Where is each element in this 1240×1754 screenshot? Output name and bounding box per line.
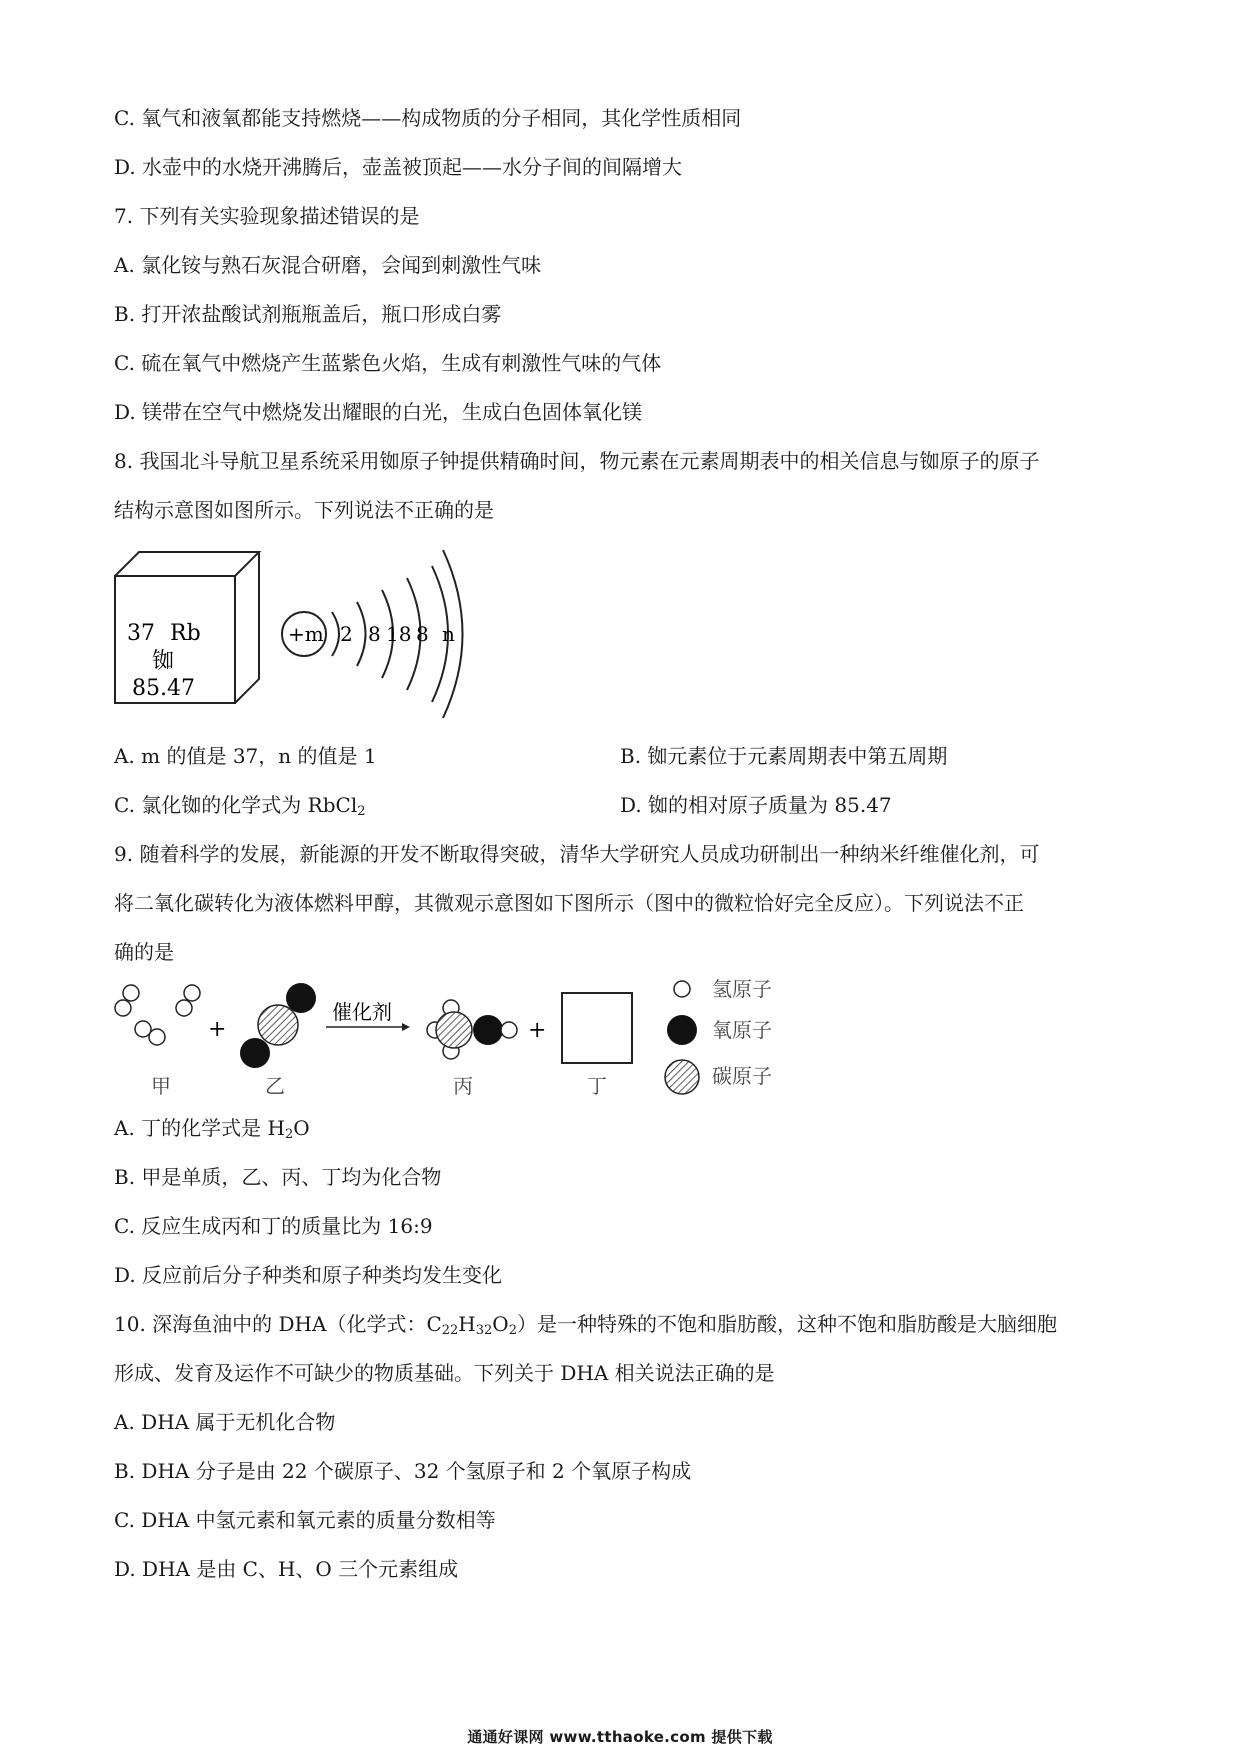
q10-stem-line2: 形成、发育及运作不可缺少的物质基础。下列关于 DHA 相关说法正确的是 — [114, 1361, 775, 1385]
product-bing-methanol-molecule — [427, 1000, 517, 1059]
q9-stem-line3: 确的是 — [114, 940, 174, 964]
plus-sign-1: + — [208, 1017, 227, 1042]
shell-1-count: 2 — [340, 622, 353, 646]
q10-option-c: C. DHA 中氢元素和氧元素的质量分数相等 — [114, 1508, 496, 1532]
shell-5-count: n — [442, 622, 455, 646]
label-yi: 乙 — [265, 1074, 285, 1098]
q6-option-d: D. 水壶中的水烧开沸腾后，壶盖被顶起——水分子间的间隔增大 — [114, 155, 683, 179]
label-bing: 丙 — [453, 1074, 473, 1098]
label-jia: 甲 — [151, 1074, 171, 1098]
element-name: 铷 — [152, 649, 175, 674]
q9-option-c: C. 反应生成丙和丁的质量比为 16:9 — [114, 1214, 433, 1238]
q10-option-a: A. DHA 属于无机化合物 — [114, 1410, 336, 1434]
label-ding: 丁 — [587, 1074, 607, 1098]
nucleus-charge: +m — [288, 622, 324, 646]
q9-option-b: B. 甲是单质，乙、丙、丁均为化合物 — [114, 1165, 442, 1189]
plus-sign-2: + — [528, 1018, 547, 1043]
product-ding-empty-box — [562, 993, 632, 1063]
oxygen-atom-icon — [667, 1015, 697, 1045]
legend-carbon: 碳原子 — [712, 1064, 772, 1088]
catalyst-label: 催化剂 — [332, 1000, 392, 1024]
q10-stem-line1: 10. 深海鱼油中的 DHA（化学式：$C_{22}H_{32}O_2$）是一种特殊的不饱和脂肪酸，这种不饱和脂肪酸是大脑细胞 — [114, 1312, 1057, 1338]
q9-stem-line2: 将二氧化碳转化为液体燃料甲醇，其微观示意图如下图所示（图中的微粒恰好完全反应）。下列说法不正 — [114, 891, 1024, 915]
atomic-mass: 85.47 — [132, 676, 195, 701]
legend-hydrogen: 氢原子 — [712, 977, 772, 1001]
q7-stem: 7. 下列有关实验现象描述错误的是 — [114, 204, 420, 228]
page-footer: 通通好课网 www.tthaoke.com 提供下载 — [467, 1728, 773, 1746]
atomic-number: 37 — [127, 621, 155, 646]
carbon-atom-icon — [665, 1060, 699, 1094]
q8-option-c: C. 氯化铷的化学式为 RbCl$_2$ — [114, 793, 366, 819]
rubidium-figure — [110, 540, 470, 720]
q7-option-b: B. 打开浓盐酸试剂瓶瓶盖后，瓶口形成白雾 — [114, 302, 502, 326]
q7-option-a: A. 氯化铵与熟石灰混合研磨，会闻到刺激性气味 — [114, 253, 542, 277]
q8-stem-line1: 8. 我国北斗导航卫星系统采用铷原子钟提供精确时间，物元素在元素周期表中的相关信息与铷原子的原子 — [114, 449, 1040, 473]
q7-option-c: C. 硫在氧气中燃烧产生蓝紫色火焰，生成有刺激性气味的气体 — [114, 351, 662, 375]
legend — [665, 981, 699, 1094]
q8-option-a: A. m 的值是 37，n 的值是 1 — [114, 744, 377, 768]
q9-stem-line1: 9. 随着科学的发展，新能源的开发不断取得突破，清华大学研究人员成功研制出一种纳米纤维催化剂，可 — [114, 842, 1040, 866]
q10-option-d: D. DHA 是由 C、H、O 三个元素组成 — [114, 1557, 459, 1581]
reactant-yi-co2-molecule — [240, 983, 316, 1068]
q9-option-d: D. 反应前后分子种类和原子种类均发生变化 — [114, 1263, 503, 1287]
arrow-head-icon — [402, 1023, 410, 1031]
q8-stem-line2: 结构示意图如图所示。下列说法不正确的是 — [114, 498, 494, 522]
hydrogen-atom-icon — [674, 981, 690, 997]
shell-3-count: 18 — [386, 622, 412, 646]
shell-4-count: 8 — [416, 622, 429, 646]
q8-option-d: D. 铷的相对原子质量为 85.47 — [620, 793, 892, 817]
reactant-jia-h2-molecules — [115, 985, 200, 1045]
q8-option-b: B. 铷元素位于元素周期表中第五周期 — [620, 744, 948, 768]
q10-option-b: B. DHA 分子是由 22 个碳原子、32 个氢原子和 2 个氧原子构成 — [114, 1459, 692, 1483]
q6-option-c: C. 氧气和液氧都能支持燃烧——构成物质的分子相同，其化学性质相同 — [114, 106, 742, 130]
q7-option-d: D. 镁带在空气中燃烧发出耀眼的白光，生成白色固体氧化镁 — [114, 400, 643, 424]
legend-oxygen: 氧原子 — [712, 1018, 772, 1042]
q9-option-a: A. 丁的化学式是 $H_2O$ — [114, 1116, 310, 1142]
reaction-diagram — [110, 975, 810, 1100]
shell-2-count: 8 — [368, 622, 381, 646]
element-symbol: Rb — [170, 621, 201, 646]
